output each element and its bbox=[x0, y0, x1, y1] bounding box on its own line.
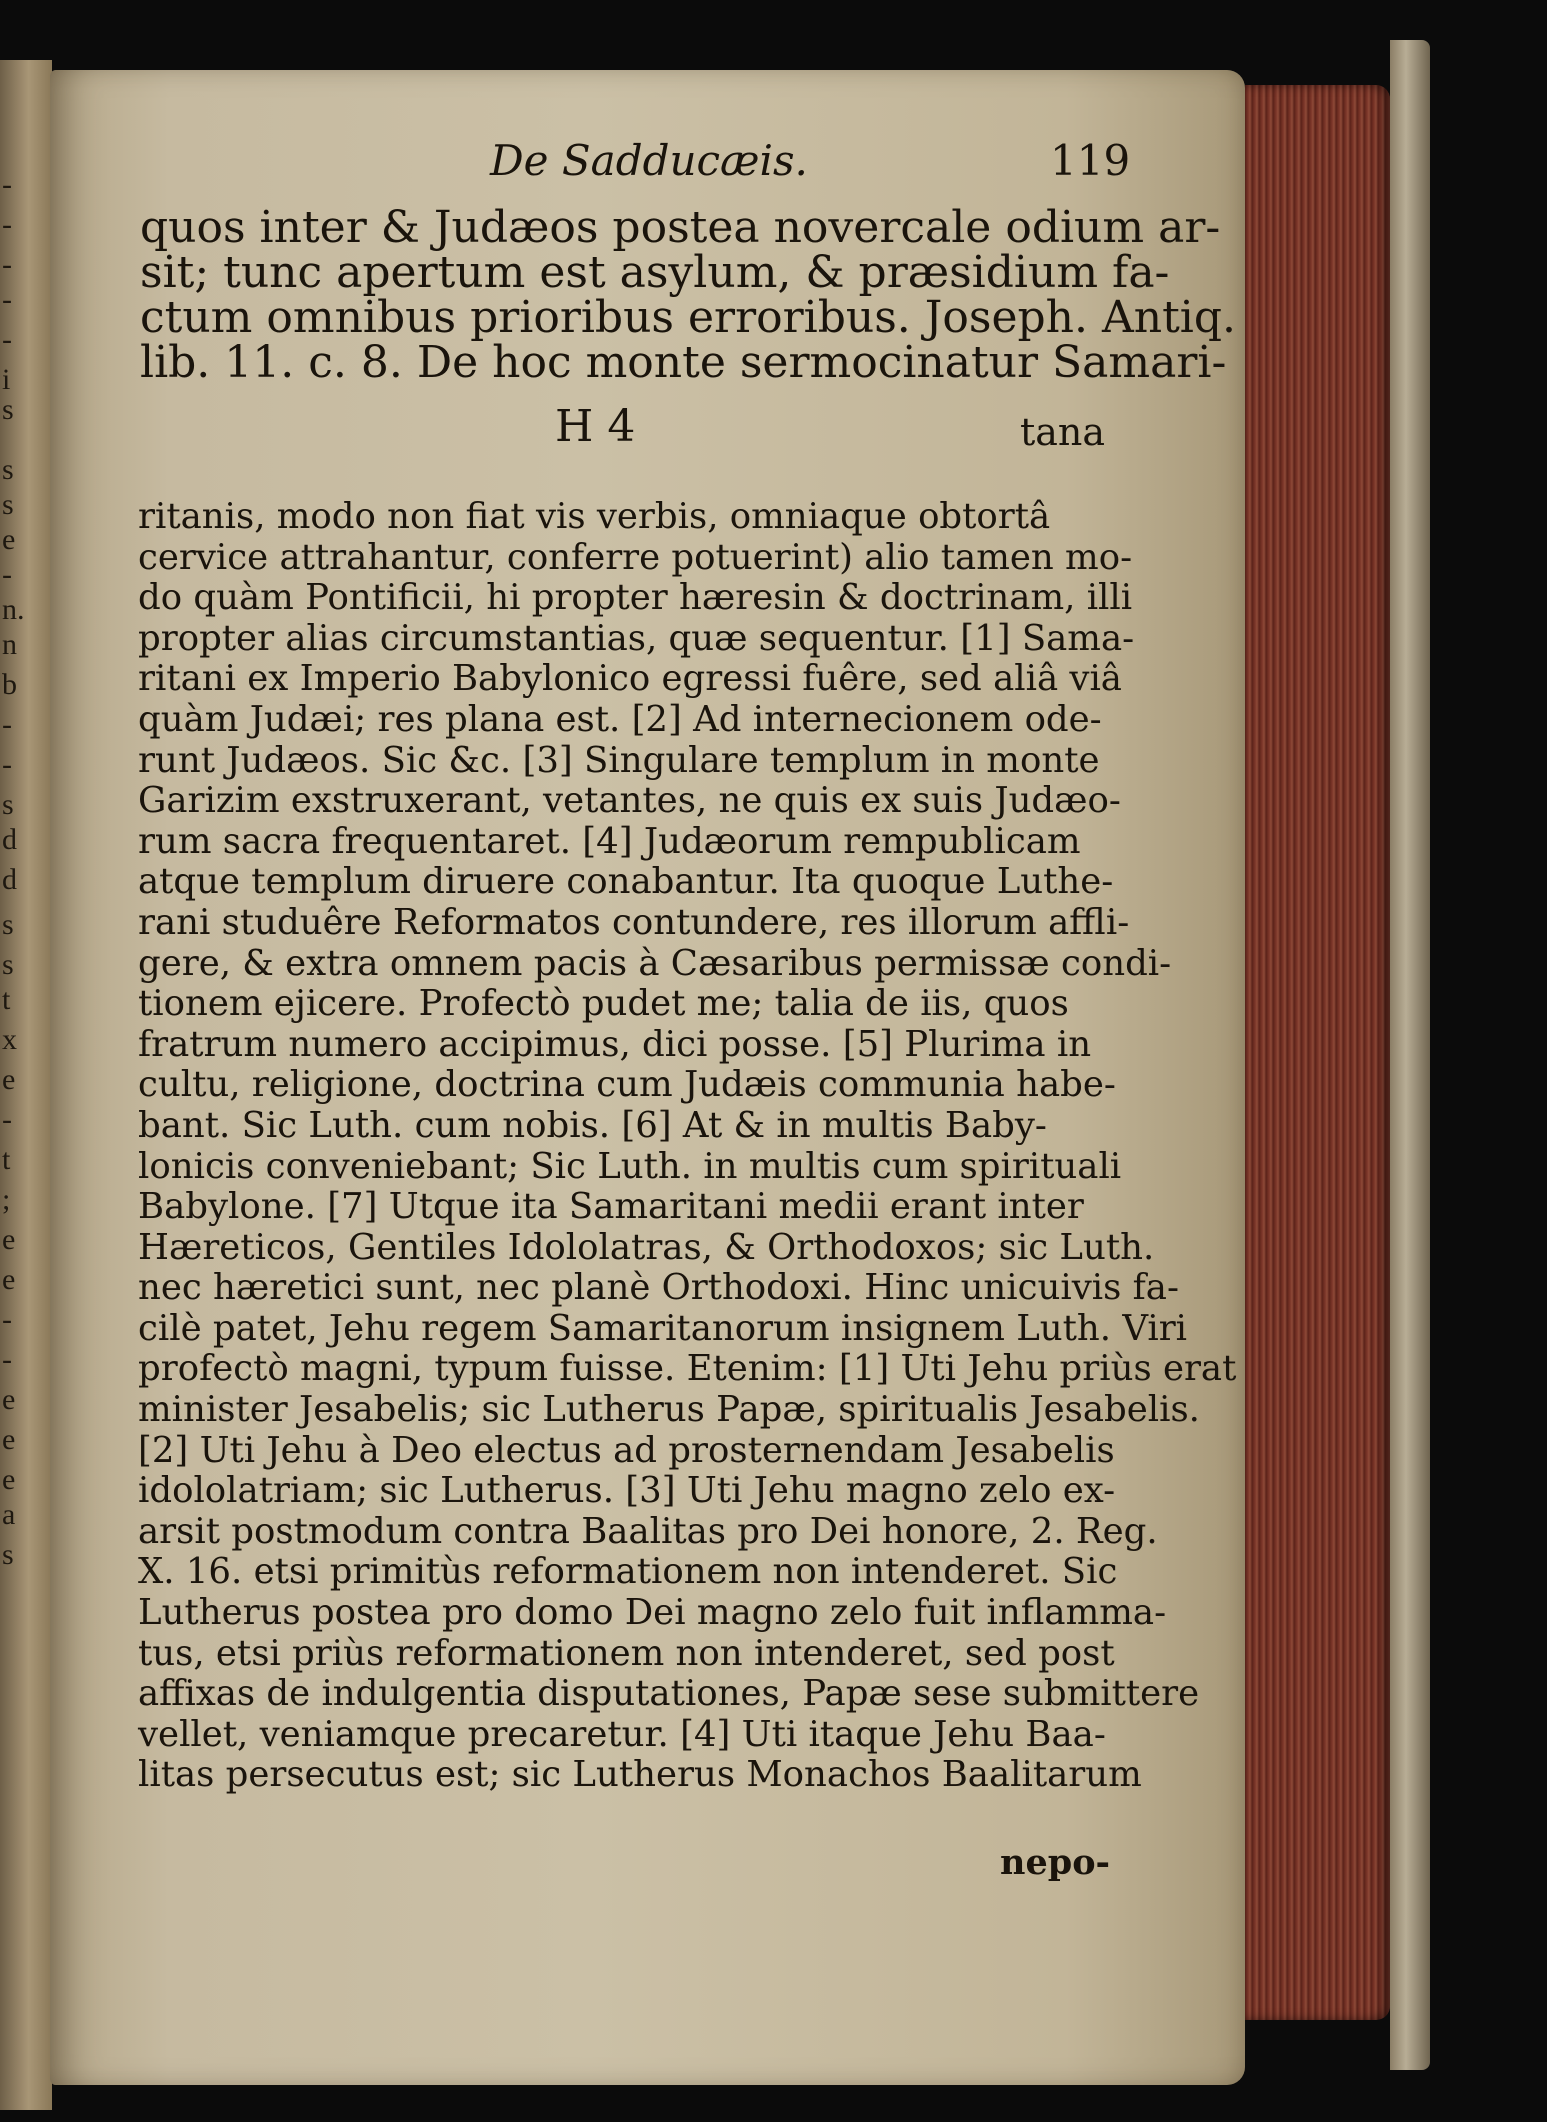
text-line: tus, etsi priùs reformationem non intenderet, sed post bbox=[138, 1632, 1115, 1674]
main-text-block bbox=[138, 496, 1237, 1796]
facing-page-fragment: s bbox=[2, 393, 14, 426]
facing-page-fragment: d bbox=[2, 823, 17, 856]
text-line: Babylone. [7] Utque ita Samaritani medii erant inter bbox=[138, 1186, 1084, 1228]
signature-mark: H 4 bbox=[555, 401, 636, 452]
catchword-lower: nepo- bbox=[1000, 1842, 1111, 1883]
text-line: lonicis conveniebant; Sic Luth. in multis cum spirituali bbox=[138, 1145, 1122, 1187]
facing-page-fragment: x bbox=[2, 1023, 17, 1056]
text-line: propter alias circumstantias, quæ sequentur. [1] Sama- bbox=[138, 617, 1135, 659]
text-line: Lutherus postea pro domo Dei magno zelo fuit inflamma- bbox=[138, 1592, 1167, 1634]
text-line: ritani ex Imperio Babylonico egressi fuêre, sed aliâ viâ bbox=[138, 658, 1122, 700]
facing-page-fragment: s bbox=[2, 453, 14, 486]
text-line: lib. 11. c. 8. De hoc monte sermocinatur Samari- bbox=[140, 337, 1227, 388]
facing-page-fragment: - bbox=[2, 558, 12, 591]
text-line: cultu, religione, doctrina cum Judæis communia habe- bbox=[138, 1064, 1116, 1106]
text-line: cilè patet, Jehu regem Samaritanorum insignem Luth. Viri bbox=[138, 1307, 1188, 1349]
facing-page-fragment: - bbox=[2, 1303, 12, 1336]
text-line: tionem ejicere. Profectò pudet me; talia de iis, quos bbox=[138, 983, 1069, 1025]
text-line: do quàm Pontificii, hi propter hæresin & doctrinam, illi bbox=[138, 577, 1133, 619]
text-line: vellet, veniamque precaretur. [4] Uti itaque Jehu Baa- bbox=[138, 1713, 1106, 1755]
text-line: Hæreticos, Gentiles Idololatras, & Orthodoxos; sic Luth. bbox=[138, 1226, 1155, 1268]
facing-page-fragment: - bbox=[2, 323, 12, 356]
facing-page-fragment: e bbox=[2, 523, 16, 556]
text-line: atque templum diruere conabantur. Ita quoque Luthe- bbox=[138, 861, 1114, 903]
facing-page-fragment: n. bbox=[2, 593, 25, 626]
facing-page-fragment: n bbox=[2, 628, 17, 661]
facing-page-fragment: s bbox=[2, 908, 14, 941]
page-number: 119 bbox=[1050, 136, 1131, 185]
facing-page-fragment: e bbox=[2, 1263, 16, 1296]
facing-page-fragment: - bbox=[2, 283, 12, 316]
text-line: litas persecutus est; sic Lutherus Monachos Baalitarum bbox=[138, 1754, 1142, 1796]
text-line: bant. Sic Luth. cum nobis. [6] At & in multis Baby- bbox=[138, 1104, 1047, 1146]
running-title: De Sadducæis. bbox=[490, 136, 808, 185]
facing-page-fragment: e bbox=[2, 1063, 16, 1096]
facing-page-fragment: ; bbox=[2, 1183, 11, 1216]
facing-page-fragment: e bbox=[2, 1423, 16, 1456]
facing-page-fragment: b bbox=[2, 668, 17, 701]
text-line: rani studuêre Reformatos contundere, res illorum affli- bbox=[138, 901, 1130, 943]
facing-page-fragment: s bbox=[2, 788, 14, 821]
text-line: rum sacra frequentaret. [4] Judæorum rempublicam bbox=[138, 820, 1081, 862]
text-line: sit; tunc apertum est asylum, & præsidium fa- bbox=[140, 247, 1170, 298]
facing-page-fragment: s bbox=[2, 1538, 14, 1571]
facing-page-fragment: - bbox=[2, 168, 12, 201]
catchword-upper: tana bbox=[1020, 410, 1106, 454]
facing-page-fragment: t bbox=[2, 1143, 11, 1176]
text-line: fratrum numero accipimus, dici posse. [5] Plurima in bbox=[138, 1023, 1092, 1065]
text-line: ctum omnibus prioribus erroribus. Joseph. Antiq. bbox=[140, 292, 1237, 343]
text-line: cervice attrahantur, conferre potuerint) alio tamen mo- bbox=[138, 536, 1133, 578]
text-line: gere, & extra omnem pacis à Cæsaribus permissæ condi- bbox=[138, 942, 1172, 984]
text-line: quàm Judæi; res plana est. [2] Ad internecionem ode- bbox=[138, 698, 1102, 740]
facing-page-fragment: s bbox=[2, 948, 14, 981]
facing-page-fragment: e bbox=[2, 1383, 16, 1416]
facing-page-fragment: - bbox=[2, 208, 12, 241]
facing-page-fragment: - bbox=[2, 1103, 12, 1136]
text-line: profectò magni, typum fuisse. Etenim: [1] Uti Jehu priùs erat bbox=[138, 1348, 1237, 1390]
facing-page-fragment: i bbox=[2, 363, 11, 396]
text-line: Garizim exstruxerant, vetantes, ne quis ex suis Judæo- bbox=[138, 780, 1121, 822]
text-line: idololatriam; sic Lutherus. [3] Uti Jehu magno zelo ex- bbox=[138, 1470, 1116, 1512]
text-line: affixas de indulgentia disputationes, Papæ sese submittere bbox=[138, 1673, 1200, 1715]
text-line: [2] Uti Jehu à Deo electus ad prosternendam Jesabelis bbox=[138, 1429, 1115, 1471]
facing-page-fragment: e bbox=[2, 1463, 16, 1496]
facing-page-fragment: - bbox=[2, 248, 12, 281]
facing-page-fragment: - bbox=[2, 1343, 12, 1376]
facing-page-fragment: d bbox=[2, 863, 17, 896]
facing-page-fragment: s bbox=[2, 488, 14, 521]
facing-page-fragment: - bbox=[2, 708, 12, 741]
text-line: X. 16. etsi primitùs reformationem non intenderet. Sic bbox=[138, 1551, 1118, 1593]
text-line: nec hæretici sunt, nec planè Orthodoxi. Hinc unicuivis fa- bbox=[138, 1267, 1179, 1309]
facing-page-fragment: e bbox=[2, 1223, 16, 1256]
text-line: minister Jesabelis; sic Lutherus Papæ, spiritualis Jesabelis. bbox=[138, 1389, 1200, 1431]
text-line: arsit postmodum contra Baalitas pro Dei honore, 2. Reg. bbox=[138, 1510, 1158, 1552]
text-line: ritanis, modo non fiat vis verbis, omniaque obtortâ bbox=[138, 496, 1051, 537]
text-line: quos inter & Judæos postea novercale odium ar- bbox=[140, 202, 1221, 253]
facing-page-fragment: t bbox=[2, 983, 11, 1016]
facing-page-fragment: - bbox=[2, 748, 12, 781]
text-line: runt Judæos. Sic &c. [3] Singulare templum in monte bbox=[138, 739, 1100, 781]
facing-page-fragment: a bbox=[2, 1498, 16, 1531]
upper-text-block bbox=[140, 202, 1237, 388]
